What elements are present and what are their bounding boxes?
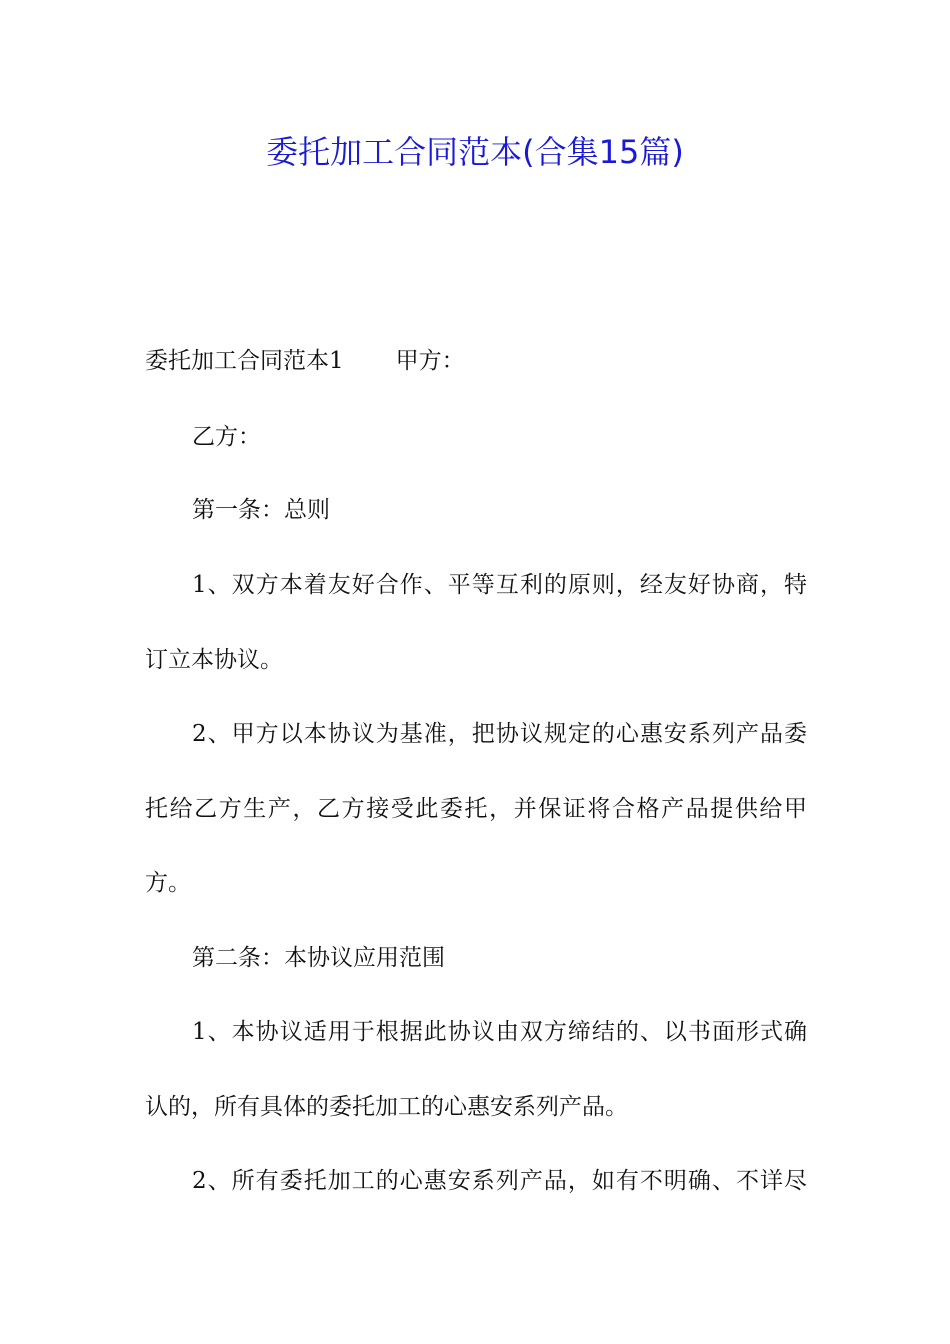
article-1-heading: 第一条：总则: [192, 497, 330, 523]
party-b-label: 乙方：: [192, 424, 261, 450]
section-title: 委托加工合同范本1: [145, 348, 344, 374]
article-1-clause-2-line-1: 2、甲方以本协议为基准，把协议规定的心惠安系列产品委: [192, 721, 807, 747]
article-2-clause-1-line-2: 认的，所有具体的委托加工的心惠安系列产品。: [145, 1094, 628, 1120]
article-1-clause-2-line-2: 托给乙方生产，乙方接受此委托，并保证将合格产品提供给甲: [145, 796, 807, 822]
article-1-clause-2-line-3: 方。: [145, 870, 191, 896]
section-heading-line: [145, 345, 807, 377]
article-2-heading: 第二条：本协议应用范围: [192, 945, 445, 971]
article-1-clause-1-line-1: 1、双方本着友好合作、平等互利的原则，经友好协商，特: [192, 572, 807, 598]
article-2-clause-2-line-1: 2、所有委托加工的心惠安系列产品，如有不明确、不详尽: [192, 1168, 807, 1194]
party-a-label: 甲方：: [395, 348, 465, 374]
document-title: 委托加工合同范本(合集15篇): [266, 133, 684, 171]
article-2-clause-1-line-1: 1、本协议适用于根据此协议由双方缔结的、以书面形式确: [192, 1019, 807, 1045]
article-1-clause-1-line-2: 订立本协议。: [145, 647, 283, 673]
